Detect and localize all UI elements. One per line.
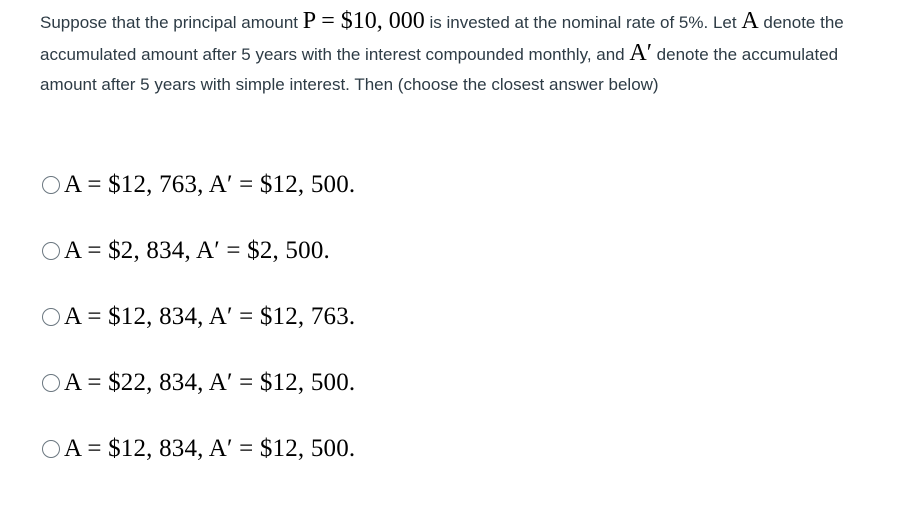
question-text-part: denote the accumulated amount after 5 years with the interest compounded monthly, and [40,13,844,64]
answer-option-label: A = $22, 834, A′ = $12, 500. [64,369,356,396]
radio-button[interactable] [42,242,60,260]
question-text-part: Suppose that the principal amount [40,13,303,32]
radio-button[interactable] [42,374,60,392]
answer-option-label: A = $12, 834, A′ = $12, 763. [64,303,356,330]
a-prime-math: A′ [629,40,652,66]
answer-option-label: A = $12, 763, A′ = $12, 500. [64,171,356,198]
answer-option-5[interactable] [42,434,355,464]
principal-math: P = $10, 000 [302,8,425,34]
radio-button[interactable] [42,440,60,458]
answer-option-label: A = $2, 834, A′ = $2, 500. [64,237,330,264]
radio-button[interactable] [42,176,60,194]
answer-option-4[interactable] [42,368,355,398]
a-math: A [741,8,759,34]
answer-option-3[interactable] [42,302,355,332]
radio-button[interactable] [42,308,60,326]
answer-option-1[interactable] [42,170,355,200]
question-text [40,6,880,100]
answer-option-label: A = $12, 834, A′ = $12, 500. [64,435,356,462]
answer-option-2[interactable] [42,236,330,266]
question-text-part: denote the accumulated amount after 5 years with simple interest. Then (choose the closest answer below) [40,45,839,94]
question-text-part: is invested at the nominal rate of 5%. Let [424,13,742,32]
